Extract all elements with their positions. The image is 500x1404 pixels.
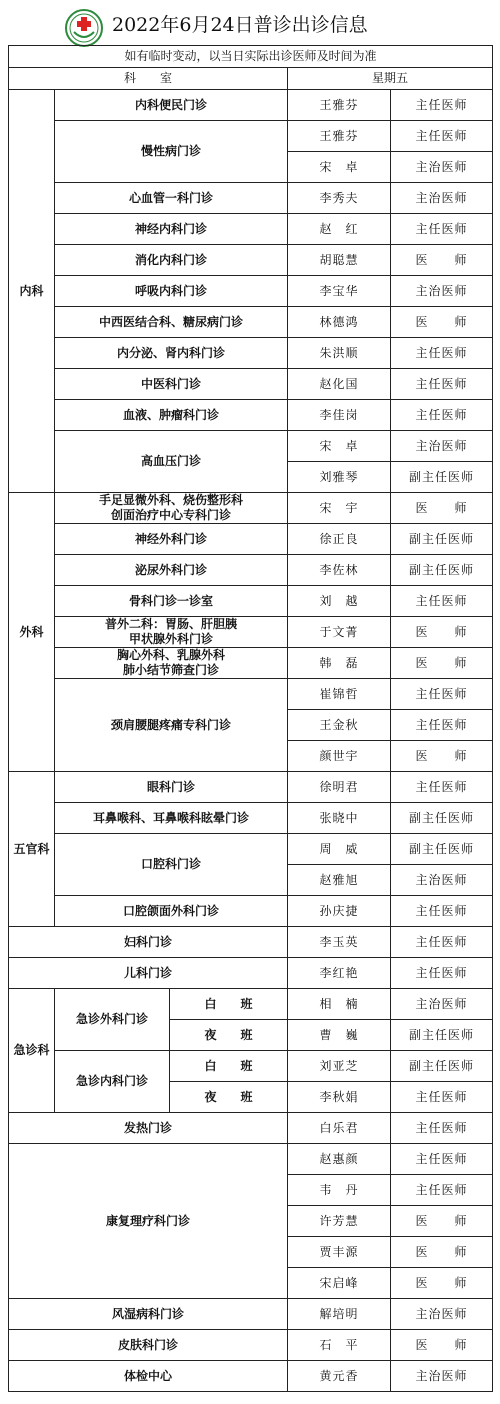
dept-line-2: 创面治疗中心专科门诊 bbox=[110, 508, 231, 522]
dept-cell: 血液、肿瘤科门诊 bbox=[55, 400, 288, 431]
dept-cell: 神经内科门诊 bbox=[55, 214, 288, 245]
dept-cell: 皮肤科门诊 bbox=[9, 1330, 288, 1361]
doctor-name: 张晓中 bbox=[288, 803, 391, 834]
doctor-title: 主任医师 bbox=[391, 90, 493, 121]
dept-line-1: 普外二科：胃肠、肝胆胰 bbox=[104, 617, 237, 631]
doctor-title: 主任医师 bbox=[391, 1175, 493, 1206]
doctor-title: 主任医师 bbox=[391, 1113, 493, 1144]
table-row bbox=[9, 276, 493, 307]
dept-line-2: 肺小结节筛查门诊 bbox=[122, 663, 219, 677]
table-row bbox=[9, 803, 493, 834]
doctor-name: 黄元香 bbox=[288, 1361, 391, 1392]
dept-cell: 眼科门诊 bbox=[55, 772, 288, 803]
table-row bbox=[9, 90, 493, 121]
doctor-title: 主任医师 bbox=[391, 958, 493, 989]
doctor-name: 朱洪顺 bbox=[288, 338, 391, 369]
doctor-title: 医 师 bbox=[391, 1237, 493, 1268]
table-row bbox=[9, 121, 493, 152]
doctor-name: 李红艳 bbox=[288, 958, 391, 989]
doctor-title: 副主任医师 bbox=[391, 555, 493, 586]
shift-cell: 夜 班 bbox=[170, 1020, 288, 1051]
table-row bbox=[9, 834, 493, 865]
dept-cell: 耳鼻喉科、耳鼻喉科眩晕门诊 bbox=[55, 803, 288, 834]
dept-cell: 中西医结合科、糖尿病门诊 bbox=[55, 307, 288, 338]
table-row bbox=[9, 586, 493, 617]
schedule-table bbox=[8, 45, 493, 1392]
doctor-name: 孙庆捷 bbox=[288, 896, 391, 927]
table-row bbox=[9, 524, 493, 555]
doctor-title: 副主任医师 bbox=[391, 462, 493, 493]
dept-cell bbox=[55, 493, 288, 524]
doctor-name: 宋 卓 bbox=[288, 152, 391, 183]
table-row bbox=[9, 1051, 493, 1082]
dept-cell: 儿科门诊 bbox=[9, 958, 288, 989]
doctor-title: 医 师 bbox=[391, 307, 493, 338]
table-row bbox=[9, 214, 493, 245]
dept-cell: 呼吸内科门诊 bbox=[55, 276, 288, 307]
dept-cell: 中医科门诊 bbox=[55, 369, 288, 400]
doctor-name: 王雅芬 bbox=[288, 90, 391, 121]
doctor-title: 医 师 bbox=[391, 1268, 493, 1299]
doctor-name: 刘 越 bbox=[288, 586, 391, 617]
table-row bbox=[9, 183, 493, 214]
doctor-name: 崔锦哲 bbox=[288, 679, 391, 710]
doctor-title: 主治医师 bbox=[391, 431, 493, 462]
doctor-name: 宋 卓 bbox=[288, 431, 391, 462]
notice-text: 如有临时变动，以当日实际出诊医师及时间为准 bbox=[9, 46, 493, 68]
doctor-title: 医 师 bbox=[391, 648, 493, 679]
table-row bbox=[9, 431, 493, 462]
dept-cell: 妇科门诊 bbox=[9, 927, 288, 958]
table-header-row bbox=[9, 68, 493, 90]
table-row bbox=[9, 958, 493, 989]
doctor-name: 王金秋 bbox=[288, 710, 391, 741]
doctor-name: 徐正良 bbox=[288, 524, 391, 555]
table-row bbox=[9, 400, 493, 431]
doctor-name: 林德鸿 bbox=[288, 307, 391, 338]
shift-cell: 白 班 bbox=[170, 1051, 288, 1082]
doctor-title: 主任医师 bbox=[391, 772, 493, 803]
table-row bbox=[9, 896, 493, 927]
dept-line-1: 胸心外科、乳腺外科 bbox=[116, 648, 225, 662]
doctor-name: 颜世宇 bbox=[288, 741, 391, 772]
dept-cell: 急诊外科门诊 bbox=[55, 989, 170, 1051]
doctor-name: 宋启峰 bbox=[288, 1268, 391, 1299]
doctor-title: 主任医师 bbox=[391, 710, 493, 741]
doctor-name: 赵惠颜 bbox=[288, 1144, 391, 1175]
doctor-name: 李玉英 bbox=[288, 927, 391, 958]
doctor-title: 副主任医师 bbox=[391, 834, 493, 865]
doctor-name: 赵 红 bbox=[288, 214, 391, 245]
table-row bbox=[9, 927, 493, 958]
doctor-name: 李秋娟 bbox=[288, 1082, 391, 1113]
doctor-title: 医 师 bbox=[391, 493, 493, 524]
doctor-title: 医 师 bbox=[391, 617, 493, 648]
doctor-title: 主任医师 bbox=[391, 214, 493, 245]
table-row bbox=[9, 1330, 493, 1361]
doctor-title: 主任医师 bbox=[391, 679, 493, 710]
doctor-title: 主任医师 bbox=[391, 927, 493, 958]
doctor-title: 主治医师 bbox=[391, 1299, 493, 1330]
group-wuguan: 五官科 bbox=[9, 772, 55, 927]
hospital-logo-icon bbox=[64, 8, 104, 48]
dept-cell: 神经外科门诊 bbox=[55, 524, 288, 555]
dept-cell: 口腔科门诊 bbox=[55, 834, 288, 896]
table-row bbox=[9, 648, 493, 679]
group-jizhen: 急诊科 bbox=[9, 989, 55, 1113]
table-row bbox=[9, 1113, 493, 1144]
doctor-title: 主任医师 bbox=[391, 121, 493, 152]
doctor-title: 医 师 bbox=[391, 741, 493, 772]
table-row bbox=[9, 493, 493, 524]
doctor-title: 主任医师 bbox=[391, 586, 493, 617]
dept-cell: 泌尿外科门诊 bbox=[55, 555, 288, 586]
doctor-name: 赵雅旭 bbox=[288, 865, 391, 896]
dept-cell: 康复理疗科门诊 bbox=[9, 1144, 288, 1299]
table-row bbox=[9, 369, 493, 400]
page-title: 2022年6月24日普诊出诊信息 bbox=[112, 14, 368, 36]
table-row bbox=[9, 338, 493, 369]
doctor-title: 主任医师 bbox=[391, 896, 493, 927]
doctor-name: 赵化国 bbox=[288, 369, 391, 400]
doctor-title: 主治医师 bbox=[391, 152, 493, 183]
doctor-title: 主任医师 bbox=[391, 338, 493, 369]
doctor-title: 主治医师 bbox=[391, 183, 493, 214]
shift-cell: 夜 班 bbox=[170, 1082, 288, 1113]
doctor-name: 宋 宇 bbox=[288, 493, 391, 524]
dept-cell: 骨科门诊一诊室 bbox=[55, 586, 288, 617]
doctor-title: 副主任医师 bbox=[391, 1020, 493, 1051]
doctor-name: 王雅芬 bbox=[288, 121, 391, 152]
header-day: 星期五 bbox=[288, 68, 493, 90]
doctor-title: 主治医师 bbox=[391, 865, 493, 896]
doctor-title: 副主任医师 bbox=[391, 803, 493, 834]
dept-line-2: 甲状腺外科门诊 bbox=[128, 632, 213, 646]
doctor-name: 李佳岗 bbox=[288, 400, 391, 431]
dept-cell: 发热门诊 bbox=[9, 1113, 288, 1144]
doctor-name: 李宝华 bbox=[288, 276, 391, 307]
dept-line-1: 手足显微外科、烧伤整形科 bbox=[98, 493, 243, 507]
doctor-title: 主任医师 bbox=[391, 1082, 493, 1113]
dept-cell: 体检中心 bbox=[9, 1361, 288, 1392]
doctor-name: 胡聪慧 bbox=[288, 245, 391, 276]
notice-row bbox=[9, 46, 493, 68]
doctor-name: 白乐君 bbox=[288, 1113, 391, 1144]
doctor-title: 主治医师 bbox=[391, 989, 493, 1020]
table-row bbox=[9, 772, 493, 803]
table-row bbox=[9, 1361, 493, 1392]
doctor-title: 主任医师 bbox=[391, 1144, 493, 1175]
group-neike: 内科 bbox=[9, 90, 55, 493]
dept-cell: 内科便民门诊 bbox=[55, 90, 288, 121]
dept-cell: 颈肩腰腿疼痛专科门诊 bbox=[55, 679, 288, 772]
dept-cell: 口腔颌面外科门诊 bbox=[55, 896, 288, 927]
doctor-title: 医 师 bbox=[391, 245, 493, 276]
doctor-title: 医 师 bbox=[391, 1330, 493, 1361]
dept-cell: 心血管一科门诊 bbox=[55, 183, 288, 214]
doctor-name: 韩 磊 bbox=[288, 648, 391, 679]
table-row bbox=[9, 989, 493, 1020]
doctor-name: 石 平 bbox=[288, 1330, 391, 1361]
doctor-title: 主任医师 bbox=[391, 369, 493, 400]
doctor-title: 副主任医师 bbox=[391, 524, 493, 555]
group-waike: 外科 bbox=[9, 493, 55, 772]
dept-cell: 风湿病科门诊 bbox=[9, 1299, 288, 1330]
doctor-title: 医 师 bbox=[391, 1206, 493, 1237]
doctor-name: 贾丰源 bbox=[288, 1237, 391, 1268]
doctor-name: 许芳慧 bbox=[288, 1206, 391, 1237]
header-dept: 科 室 bbox=[9, 68, 288, 90]
dept-cell: 高血压门诊 bbox=[55, 431, 288, 493]
dept-cell bbox=[55, 648, 288, 679]
doctor-name: 刘亚芝 bbox=[288, 1051, 391, 1082]
doctor-name: 相 楠 bbox=[288, 989, 391, 1020]
doctor-title: 主治医师 bbox=[391, 276, 493, 307]
doctor-name: 韦 丹 bbox=[288, 1175, 391, 1206]
doctor-name: 刘雅琴 bbox=[288, 462, 391, 493]
doctor-title: 主任医师 bbox=[391, 400, 493, 431]
dept-cell: 急诊内科门诊 bbox=[55, 1051, 170, 1113]
dept-cell: 内分泌、肾内科门诊 bbox=[55, 338, 288, 369]
table-row bbox=[9, 617, 493, 648]
doctor-title: 副主任医师 bbox=[391, 1051, 493, 1082]
doctor-name: 徐明君 bbox=[288, 772, 391, 803]
doctor-name: 曹 巍 bbox=[288, 1020, 391, 1051]
table-row bbox=[9, 679, 493, 710]
doctor-name: 解培明 bbox=[288, 1299, 391, 1330]
table-row bbox=[9, 555, 493, 586]
dept-cell: 消化内科门诊 bbox=[55, 245, 288, 276]
shift-cell: 白 班 bbox=[170, 989, 288, 1020]
table-row bbox=[9, 307, 493, 338]
doctor-name: 李佐林 bbox=[288, 555, 391, 586]
doctor-title: 主治医师 bbox=[391, 1361, 493, 1392]
doctor-name: 周 威 bbox=[288, 834, 391, 865]
doctor-name: 李秀夫 bbox=[288, 183, 391, 214]
table-row bbox=[9, 1144, 493, 1175]
doctor-name: 于文菁 bbox=[288, 617, 391, 648]
dept-cell: 慢性病门诊 bbox=[55, 121, 288, 183]
dept-cell bbox=[55, 617, 288, 648]
page-header bbox=[0, 0, 500, 44]
table-row bbox=[9, 245, 493, 276]
table-row bbox=[9, 1299, 493, 1330]
